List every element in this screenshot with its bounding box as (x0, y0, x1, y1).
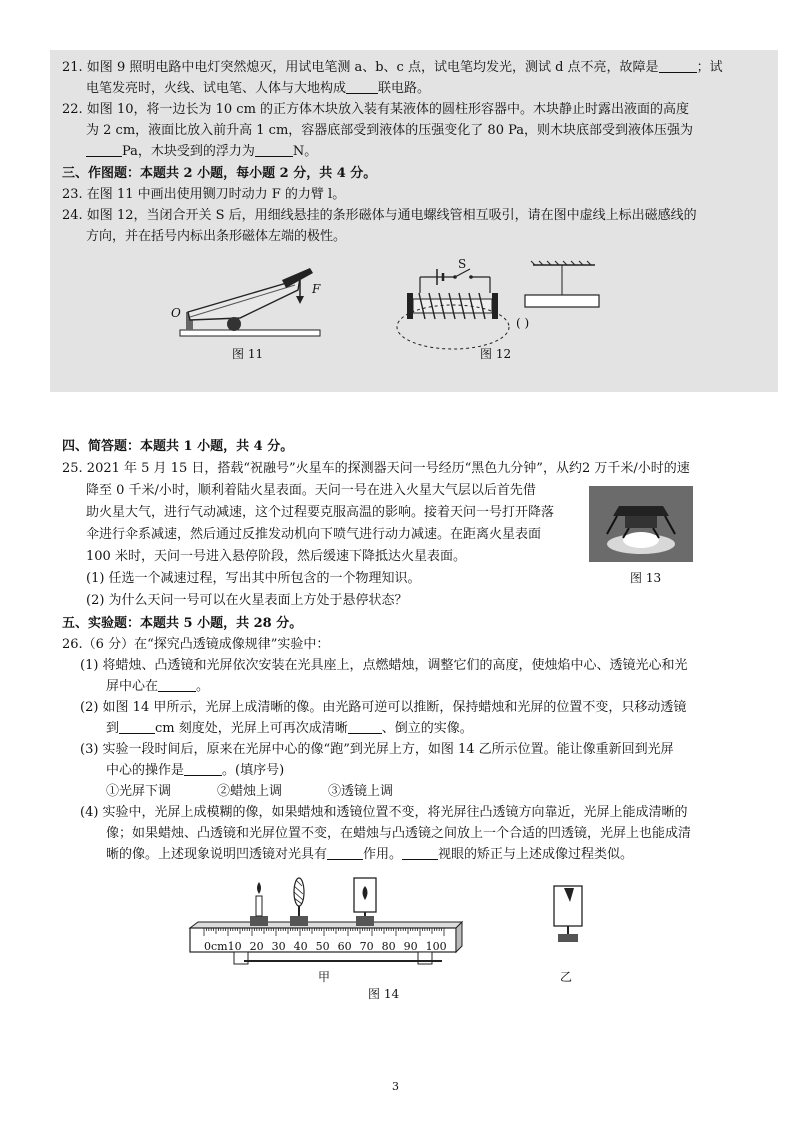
ruler-label: 0cm10 (204, 940, 242, 953)
q25-sub2: (2) 为什么天问一号可以在火星表面上方处于悬停状态？ (86, 593, 408, 608)
option-1: ①光屏下调 (106, 784, 172, 799)
fig14-label-jia: 甲 (318, 970, 331, 984)
q21-text: 联电路。 (378, 81, 431, 96)
q26-s4-line3 (106, 845, 633, 865)
q24-line2: 方向，并在括号内标出条形磁体左端的极性。 (86, 229, 347, 244)
fig11-caption: 图 11 (232, 347, 264, 361)
ruler-label: 50 (315, 940, 330, 953)
q26-s2-line1: (2) 如图 14 甲所示，光屏上成清晰的像。由光路可逆可以推断，保持蜡烛和光屏的位置不变，只移动透镜 (80, 700, 687, 715)
q26-text: 。(填序号) (222, 763, 285, 778)
page-number: 3 (392, 1080, 399, 1093)
answer-blank[interactable] (158, 679, 196, 692)
answer-blank[interactable] (86, 144, 122, 157)
answer-blank[interactable] (327, 847, 363, 860)
figure-12-solenoid (395, 255, 605, 355)
fig11-label-o: O (171, 306, 181, 320)
section-3-heading: 三、作图题：本题共 2 小题，每小题 2 分，共 4 分。 (62, 166, 377, 181)
q22-text: N。 (292, 144, 318, 159)
q25-line3: 助火星大气，进行气动减速，这个过程要克服高温的影响。接着天问一号打开降落 (86, 505, 555, 520)
q23-text: 23. 在图 11 中画出使用铡刀时动力 F 的力臂 l。 (62, 187, 346, 202)
answer-blank[interactable] (348, 721, 382, 734)
q22-line1: 22. 如图 10，将一边长为 10 cm 的正方体木块放入装有某液体的圆柱形容器中。木块静止时露出液面的高度 (62, 102, 690, 117)
q21-line2 (86, 79, 430, 99)
ruler-scale (204, 940, 447, 953)
ruler-label: 80 (381, 940, 396, 953)
figure-14-optical-bench (186, 876, 466, 976)
fig12-label-s: S (458, 257, 467, 271)
answer-blank[interactable] (659, 60, 697, 73)
ruler-label: 40 (293, 940, 308, 953)
figure-14-screen (552, 884, 592, 944)
section-4-heading: 四、简答题：本题共 1 小题，共 4 分。 (62, 439, 294, 454)
q26-text: 中心的操作是 (106, 763, 185, 778)
q25-line2: 降至 0 千米/小时，顺利着陆火星表面。天问一号在进入火星大气层以后首先借 (86, 483, 536, 498)
q26-s2-line2 (106, 719, 473, 739)
q25-line1: 25. 2021 年 5 月 15 日，搭载“祝融号”火星车的探测器天问一号经历“黑色九分钟”，从约2 万千米/小时的速 (62, 461, 690, 476)
ruler-label: 100 (425, 940, 447, 953)
q26-s1-line1: (1) 将蜡烛、凸透镜和光屏依次安装在光具座上，点燃蜡烛，调整它们的高度，使烛焰中心、透镜光心和光 (80, 658, 688, 673)
q26-s1-line2 (106, 677, 209, 697)
q26-text: 。 (196, 679, 210, 694)
q25-sub1: (1) 任选一个减速过程，写出其中所包含的一个物理知识。 (86, 571, 421, 586)
q26-s4-line2: 像；如果蜡烛、凸透镜和光屏位置不变，在蜡烛与凸透镜之间放上一个合适的凹透镜，光屏上也能成清 (106, 826, 692, 841)
q21-text: 电笔发亮时，火线、试电笔、人体与大地构成 (86, 81, 347, 96)
q26-s3-line1: (3) 实验一段时间后，原来在光屏中心的像“跑”到光屏上方，如图 14 乙所示位置。能让像重新回到光屏 (80, 742, 674, 757)
q26-intro: 26.（6 分）在“探究凸透镜成像规律”实验中： (62, 637, 330, 652)
ruler-label: 20 (249, 940, 264, 953)
answer-blank[interactable] (119, 721, 155, 734)
figure-13-lander-photo (589, 486, 693, 562)
q25-line5: 100 米时，天问一号进入悬停阶段，然后缓速下降抵达火星表面。 (86, 549, 466, 564)
section-5-heading: 五、实验题：本题共 5 小题，共 28 分。 (62, 616, 303, 631)
option-3: ③透镜上调 (328, 784, 394, 799)
q21-text: 21. 如图 9 照明电路中电灯突然熄灭，用试电笔测 a、b、c 点，试电笔均发光，测试 d 点不亮，故障是 (62, 60, 659, 75)
ruler-label: 60 (337, 940, 352, 953)
q25-line4: 伞进行伞系减速，然后通过反推发动机向下喷气进行动力减速。在距离火星表面 (86, 527, 542, 542)
q26-s4-line1: (4) 实验中，光屏上成模糊的像，如果蜡烛和透镜位置不变，将光屏往凸透镜方向靠近，光屏上能成清晰的 (80, 805, 688, 820)
q21-text: ；试 (696, 60, 723, 75)
q22-line2: 为 2 cm，液面比放入前升高 1 cm，容器底部受到液体的压强变化了 80 Pa，则木块底部受到液体压强为 (86, 123, 694, 138)
fig11-label-f: F (312, 282, 321, 296)
figure-11-cutter (170, 260, 330, 350)
fig12-caption: 图 12 (480, 347, 512, 361)
q26-text: 到 (106, 721, 120, 736)
ruler-label: 30 (271, 940, 286, 953)
answer-blank[interactable] (402, 847, 438, 860)
fig14-label-yi: 乙 (560, 970, 573, 984)
ruler-label: 70 (359, 940, 374, 953)
q26-text: 屏中心在 (106, 679, 159, 694)
q26-text: 视眼的矫正与上述成像过程类似。 (438, 847, 634, 862)
option-2: ②蜡烛上调 (217, 784, 283, 799)
fig12-paren: ( ) (516, 316, 530, 330)
q26-text: 、倒立的实像。 (381, 721, 473, 736)
answer-blank[interactable] (184, 763, 222, 776)
q22-line3 (86, 142, 317, 162)
fig13-caption: 图 13 (630, 571, 662, 585)
answer-blank[interactable] (346, 81, 378, 94)
q24-line1: 24. 如图 12，当闭合开关 S 后，用细线悬挂的条形磁体与通电螺线管相互吸引，请在图中虚线上标出磁感线的 (62, 208, 697, 223)
fig14-caption: 图 14 (368, 987, 400, 1001)
q21-line1 (62, 58, 723, 78)
q26-text: cm 刻度处，光屏上可再次成清晰 (155, 721, 348, 736)
ruler-label: 90 (403, 940, 418, 953)
q26-s3-line2 (106, 761, 284, 781)
q22-text: Pa，木块受到的浮力为 (122, 144, 255, 159)
answer-blank[interactable] (255, 144, 293, 157)
q26-options (106, 782, 393, 802)
q26-text: 作用。 (363, 847, 403, 862)
q26-text: 晰的像。上述现象说明凹透镜对光具有 (106, 847, 328, 862)
